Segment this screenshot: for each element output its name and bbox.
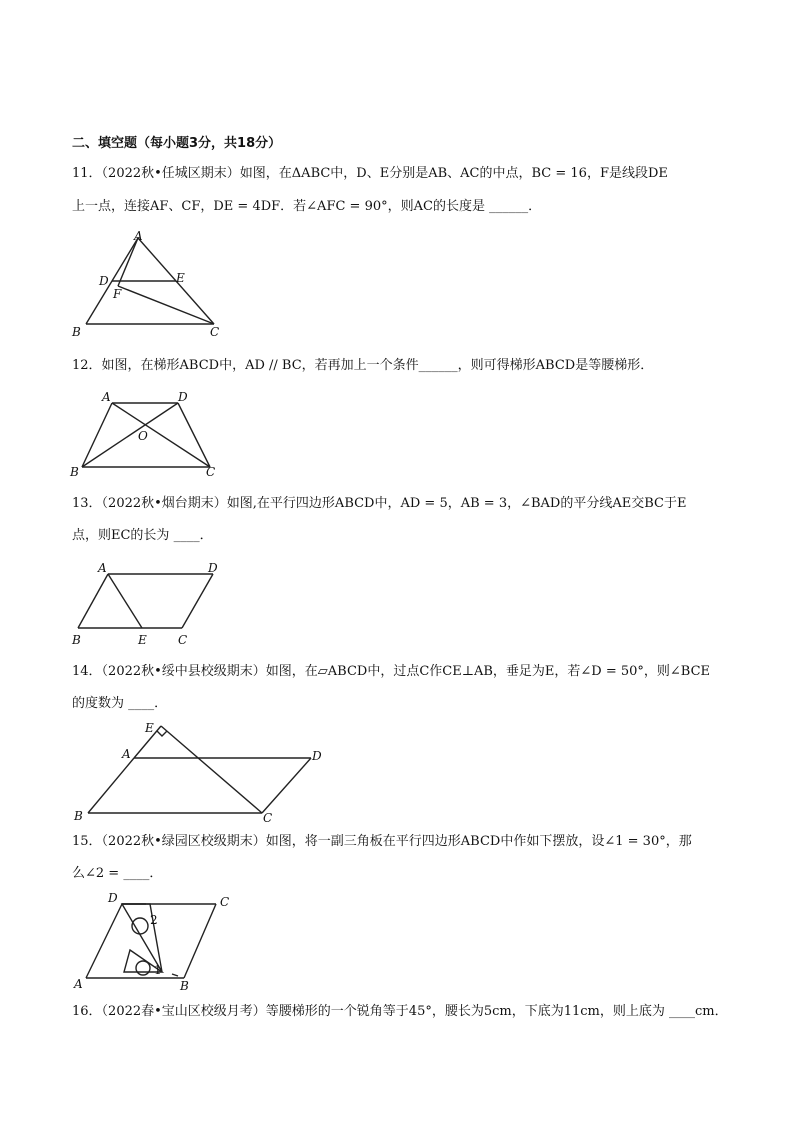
question-15-figure: [66, 890, 246, 994]
point-label-o: O: [138, 429, 148, 443]
question-14-line-1: 14．（2022秋•绥中县校级期末）如图，在▱ABCD中，过点C作CE⊥AB，垂足为E，若∠D = 50°，则∠BCE: [72, 664, 711, 679]
angle-label-1: 1: [154, 963, 162, 977]
point-label-b: B: [180, 979, 189, 993]
point-label-e: E: [176, 271, 185, 285]
point-label-e: E: [145, 721, 154, 735]
point-label-d: D: [208, 561, 218, 575]
point-label-c: C: [206, 465, 216, 479]
question-14-line-2: 的度数为 ____．: [72, 696, 168, 711]
point-label-a: A: [102, 390, 111, 404]
point-label-e: E: [138, 633, 147, 647]
question-12-figure: [66, 388, 226, 480]
point-label-d: D: [312, 749, 322, 763]
point-label-d: D: [178, 390, 188, 404]
question-13-figure: [66, 558, 236, 652]
point-label-a: A: [74, 977, 83, 991]
point-label-b: B: [70, 465, 79, 479]
question-11-figure: [66, 230, 236, 340]
point-label-a: A: [98, 561, 107, 575]
question-13-line-2: 点，则EC的长为 ____．: [72, 528, 213, 543]
question-11-line-2: 上一点，连接AF、CF，DE = 4DF．若∠AFC = 90°，则AC的长度是 ______．: [72, 199, 542, 214]
question-13-line-1: 13．（2022秋•烟台期末）如图,在平行四边形ABCD中，AD = 5，AB = 3，∠BAD的平分线AE交BC于E: [72, 496, 687, 511]
question-15-line-1: 15．（2022秋•绿园区校级期末）如图，将一副三角板在平行四边形ABCD中作如下摆放，设∠1 = 30°，那: [72, 834, 692, 849]
point-label-b: B: [72, 325, 81, 339]
question-11-line-1: 11．（2022秋•任城区期末）如图，在ΔABC中，D、E分别是AB、AC的中点，BC = 16，F是线段DE: [72, 166, 668, 181]
point-label-a: A: [122, 747, 131, 761]
point-label-c: C: [263, 811, 273, 825]
question-16-line-1: 16．（2022春•宝山区校级月考）等腰梯形的一个锐角等于45°，腰长为5cm，下底为11cm，则上底为 ____cm．: [72, 1004, 728, 1019]
point-label-c: C: [178, 633, 188, 647]
point-label-f: F: [113, 287, 122, 301]
point-label-b: B: [74, 809, 83, 823]
question-15-line-2: 么∠2 = ____．: [72, 866, 163, 881]
point-label-c: C: [220, 895, 230, 909]
point-label-d: D: [99, 274, 109, 288]
angle-label-2: 2: [150, 913, 158, 927]
question-14-figure: [66, 716, 346, 826]
point-label-a: A: [134, 230, 143, 243]
question-12-line-1: 12．如图，在梯形ABCD中，AD // BC，若再加上一个条件______，则可得梯形ABCD是等腰梯形．: [72, 358, 654, 373]
section-title: 二、填空题（每小题3分，共18分）: [72, 136, 282, 151]
point-label-c: C: [210, 325, 220, 339]
point-label-b: B: [72, 633, 81, 647]
point-label-d: D: [108, 891, 118, 905]
